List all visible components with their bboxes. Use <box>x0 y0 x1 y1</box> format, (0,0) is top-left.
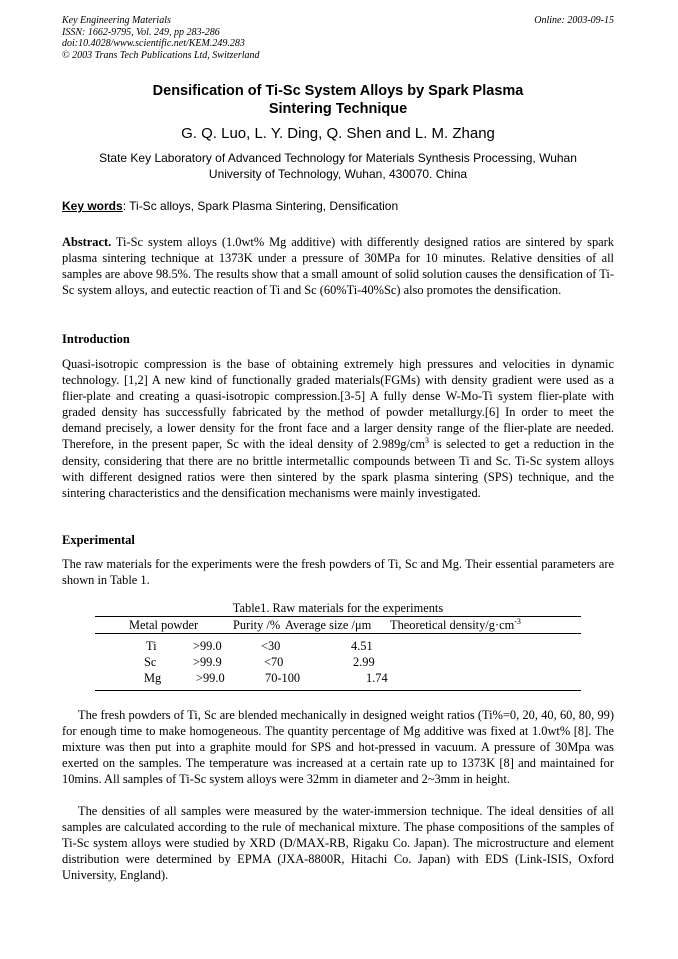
authors: G. Q. Luo, L. Y. Ding, Q. Shen and L. M. Zhang <box>181 125 495 142</box>
introduction-body <box>62 356 614 501</box>
table-cell: 1.74 <box>366 671 388 685</box>
table-bottom-rule <box>95 690 581 691</box>
table-caption: Table1. Raw materials for the experiments <box>232 601 444 615</box>
table-header-density-sup: -3 <box>514 616 521 626</box>
table-cell: Mg <box>144 671 162 685</box>
table-cell: Sc <box>144 655 157 669</box>
table-header-purity: Purity /% <box>233 618 281 632</box>
paper-title <box>62 82 614 118</box>
introduction-heading: Introduction <box>62 332 130 346</box>
table-cell: 70-100 <box>265 671 301 685</box>
intro-text-b: is selected to get a reduction in the density, considering that there are no brittle intermetallic compounds between Ti and Sc. Ti-Sc system alloys with different designed ratios were then sintered by the spark plasma sintering (SPS) technique, and the sintering characteristics and the densification mechanisms were mainly investigated. <box>62 437 614 500</box>
affiliation-line-2: University of Technology, Wuhan, 430070. China <box>208 167 468 181</box>
table-header-metal: Metal powder <box>129 618 199 632</box>
keywords-text: : Ti-Sc alloys, Spark Plasma Sintering, Densification <box>122 199 399 213</box>
table-cell: >99.0 <box>193 639 222 653</box>
table-top-rule <box>95 616 581 617</box>
abstract-label: Abstract. <box>62 235 112 249</box>
title-line-1: Densification of Ti-Sc System Alloys by Spark Plasma <box>152 83 524 99</box>
table-cell: <70 <box>264 655 284 669</box>
table-header-size: Average size /μm <box>285 618 372 632</box>
table-cell: 4.51 <box>351 639 373 653</box>
keywords-label: Key words <box>62 199 123 213</box>
intro-text-a: Quasi-isotropic compression is the base of obtaining extremely high pressures and velocities in dynamic technology. [1,2] A new kind of functionally graded materials(FGMs) with density gradient were used as a flier-plate and creating a quasi-isotropic compression.[3-5] A fully dense W-Mo-Ti system flier-plate with graded density has successfully fabricated by the method of powder metallurgy.[6] In order to meet the demand precisely, a lower density for the front face and a larger density range of the flier-plate are needed. Therefore, in the present paper, Sc with the ideal density of 2.989g/cm <box>62 357 614 452</box>
table-cell: >99.0 <box>196 671 225 685</box>
keywords <box>62 199 614 213</box>
copyright-line: © 2003 Trans Tech Publications Ltd, Switzerland <box>62 49 260 61</box>
online-date: Online: 2003-09-15 <box>534 15 614 26</box>
experimental-intro: The raw materials for the experiments were the fresh powders of Ti, Sc and Mg. Their essential parameters are shown in Table 1. <box>62 557 614 588</box>
table-cell: >99.9 <box>193 655 222 669</box>
page-header <box>62 15 614 61</box>
table-header-density-text: Theoretical density/g·cm <box>390 618 515 632</box>
affiliation <box>70 150 606 182</box>
table-cell: <30 <box>261 639 281 653</box>
doi-line: doi:10.4028/www.scientific.net/KEM.249.283 <box>62 38 245 49</box>
title-line-2: Sintering Technique <box>268 101 408 117</box>
abstract-text: Ti-Sc system alloys (1.0wt% Mg additive) with differently designed ratios are sintered by spark plasma sintering technique at 1373K under a pressure of 30MPa for 10 minutes. Relative densities of all samples are above 98.5%. The results show that a small amount of solid solution causes the densification of Ti-Sc system alloys, and eutectic reaction of Ti and Sc (60%Ti-40%Sc) also promotes the densification. <box>62 235 614 298</box>
affiliation-line-1: State Key Laboratory of Advanced Technology for Materials Synthesis Processing, Wuhan <box>99 151 577 165</box>
experimental-heading: Experimental <box>62 533 135 547</box>
density-paragraph: The densities of all samples were measured by the water-immersion technique. The ideal densities of all samples are calculated according to the rule of mechanical mixture. The phase compositions of the samples of Ti-Sc system alloys were studied by XRD (D/MAX-RB, Rigaku Co. Japan). The microstructure and element distribution were determined by EPMA (JXA-8800R, Hitachi Co. Japan) with EDS (Link-ISIS, Oxford University, England). <box>62 804 614 883</box>
table-header-density <box>390 618 521 633</box>
abstract <box>62 234 614 298</box>
issn-line: ISSN: 1662-9795, Vol. 249, pp 283-286 <box>62 26 220 38</box>
intro-superscript: 3 <box>425 436 430 446</box>
table-cell: Ti <box>146 639 157 653</box>
blend-paragraph: The fresh powders of Ti, Sc are blended mechanically in designed weight ratios (Ti%=0, 20, 40, 60, 80, 99) for enough time to make homogeneous. The quantity percentage of Mg additive was fixed at 1.0wt% [8]. The mixture was then put into a graphite mould for SPS and hot-pressed in vacuum. A pressure of 30Mpa was exerted on the samples. The temperature was increased at a certain rate up to 1373K [8] and maintained for 10mins. All samples of Ti-Sc system alloys were 32mm in diameter and 2~3mm in height. <box>62 708 614 787</box>
table-cell: 2.99 <box>353 655 375 669</box>
table-header-rule <box>95 633 581 634</box>
journal-name: Key Engineering Materials <box>62 15 171 26</box>
